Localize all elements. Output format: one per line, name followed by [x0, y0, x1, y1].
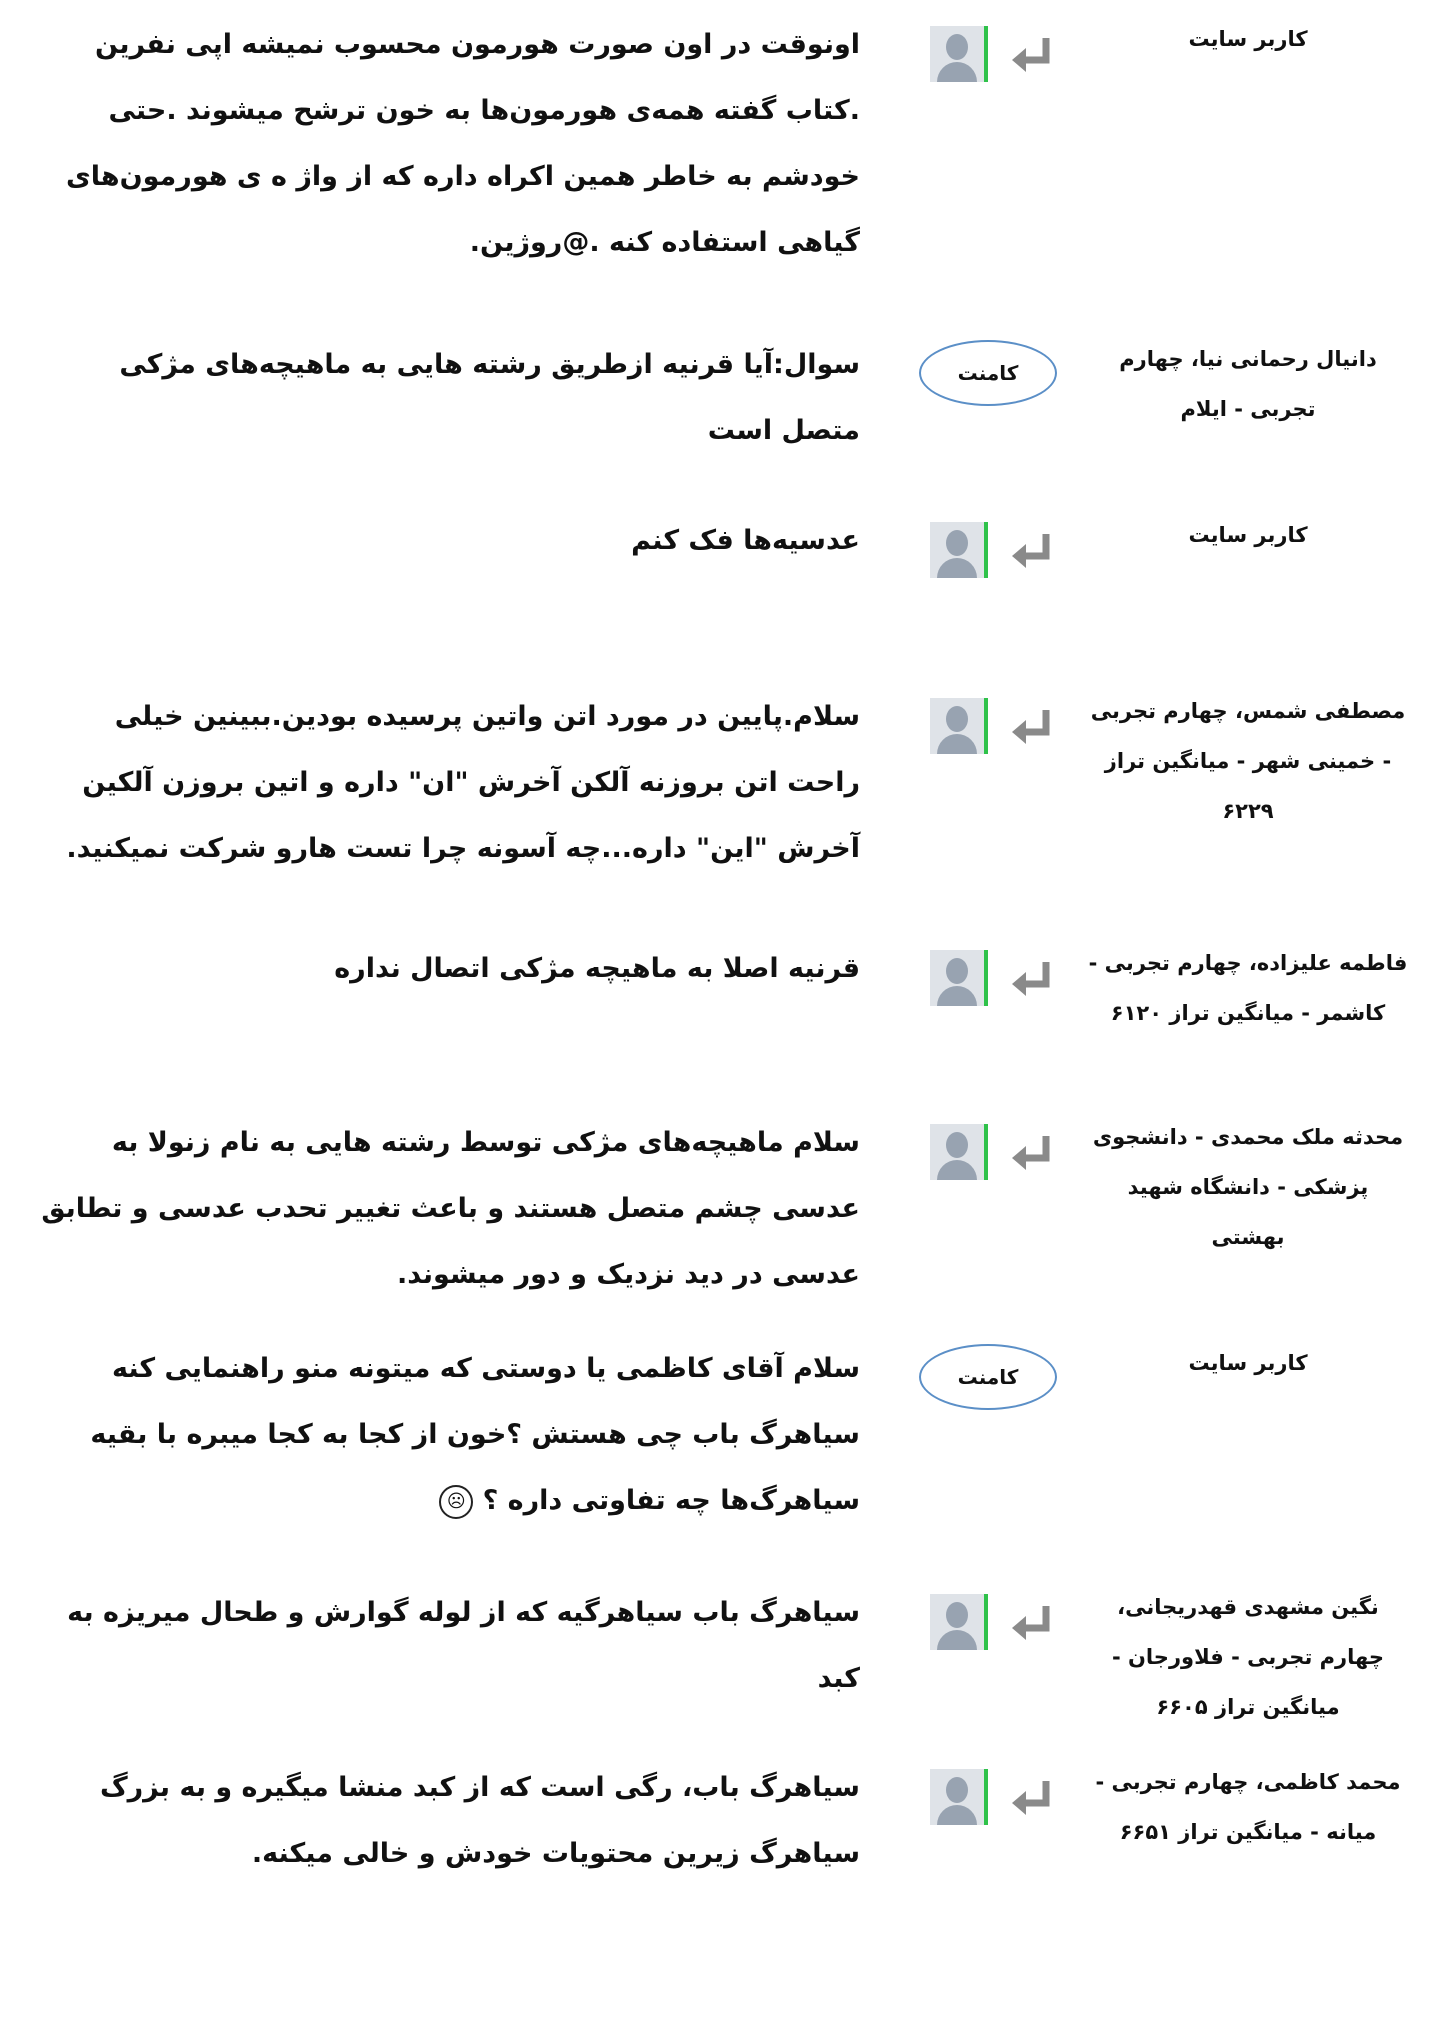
comment-text: عدسیه‌ها فک کنم [631, 525, 860, 556]
avatar-icon [930, 1594, 988, 1650]
reply-arrow-icon [1008, 530, 1056, 570]
comment-author: نگین مشهدی قهدریجانی، چهارم تجربی - فلاورجان - میانگین تراز ۶۶۰۵ [1111, 1595, 1385, 1719]
comment-author: محدثه ملک محمدی - دانشجوی پزشکی - دانشگاه شهید بهشتی [1092, 1125, 1404, 1249]
comment-author: کاربر سایت [1188, 27, 1308, 51]
comment-text: سیاهرگ باب، رگی است که از کبد منشا میگیره و به بزرگ سیاهرگ زیرین محتویات خودش و خالی میکنه. [99, 1772, 860, 1869]
comment-text: سوال:آیا قرنیه ازطریق رشته هایی به ماهیچه‌های مژکی متصل است [119, 349, 860, 446]
comment-text: سیاهرگ باب سیاهرگیه که از لوله گوارش و طحال میریزه به کبد [67, 1597, 860, 1694]
avatar-icon [930, 1124, 988, 1180]
comment-author: مصطفی شمس، چهارم تجربی - خمینی شهر - میانگین تراز ۶۲۲۹ [1090, 699, 1406, 823]
comment-author: محمد کاظمی، چهارم تجربی - میانه - میانگین تراز ۶۶۵۱ [1095, 1770, 1401, 1844]
avatar-icon [930, 522, 988, 578]
avatar-icon [930, 1769, 988, 1825]
comment-text: اونوقت در اون صورت هورمون محسوب نمیشه اپی نفرین .کتاب گفته همه‌ی هورمون‌ها به خون ترشح میشوند .حتی خودشم به خاطر همین اکراه داره که از واژ ه ی هورمون‌های گیاهی استفاده کنه .@روژین. [65, 29, 860, 258]
comment-author: فاطمه علیزاده، چهارم تجربی - کاشمر - میانگین تراز ۶۱۲۰ [1088, 951, 1408, 1025]
comment-text: سلام آقای کاظمی یا دوستی که میتونه منو راهنمایی کنه سیاهرگ باب چی هستش ؟خون از کجا به کجا میبره با بقیه سیاهرگ‌ها چه تفاوتی داره ؟ ☹ [40, 1336, 860, 1534]
comment-badge: کامنت [919, 340, 1057, 406]
sad-face-icon: ☹ [439, 1485, 473, 1519]
comment-text: سلام ماهیچه‌های مژکی توسط رشته هایی به نام زنولا به عدسی چشم متصل هستند و باعث تغییر تحدب عدسی و تطابق عدسی در دید نزدیک و دور میشوند. [41, 1127, 860, 1290]
reply-arrow-icon [1008, 1132, 1056, 1172]
reply-arrow-icon [1008, 1777, 1056, 1817]
avatar-icon [930, 26, 988, 82]
comment-badge: کامنت [919, 1344, 1057, 1410]
avatar-icon [930, 950, 988, 1006]
comment-author: کاربر سایت [1188, 1351, 1308, 1375]
reply-arrow-icon [1008, 706, 1056, 746]
comment-text: قرنیه اصلا به ماهیچه مژکی اتصال نداره [334, 953, 860, 984]
comment-author: دانیال رحمانی نیا، چهارم تجربی - ایلام [1119, 347, 1377, 421]
reply-arrow-icon [1008, 958, 1056, 998]
reply-arrow-icon [1008, 34, 1056, 74]
avatar-icon [930, 698, 988, 754]
comment-text: سلام.پایین در مورد اتن واتین پرسیده بودین.ببینین خیلی راحت اتن بروزنه آلکن آخرش "ان" داره و اتین بروزن آلکین آخرش "این" داره...چه آسونه چرا تست هارو شرکت نمیکنید. [66, 701, 860, 864]
reply-arrow-icon [1008, 1602, 1056, 1642]
comment-author: کاربر سایت [1188, 523, 1308, 547]
